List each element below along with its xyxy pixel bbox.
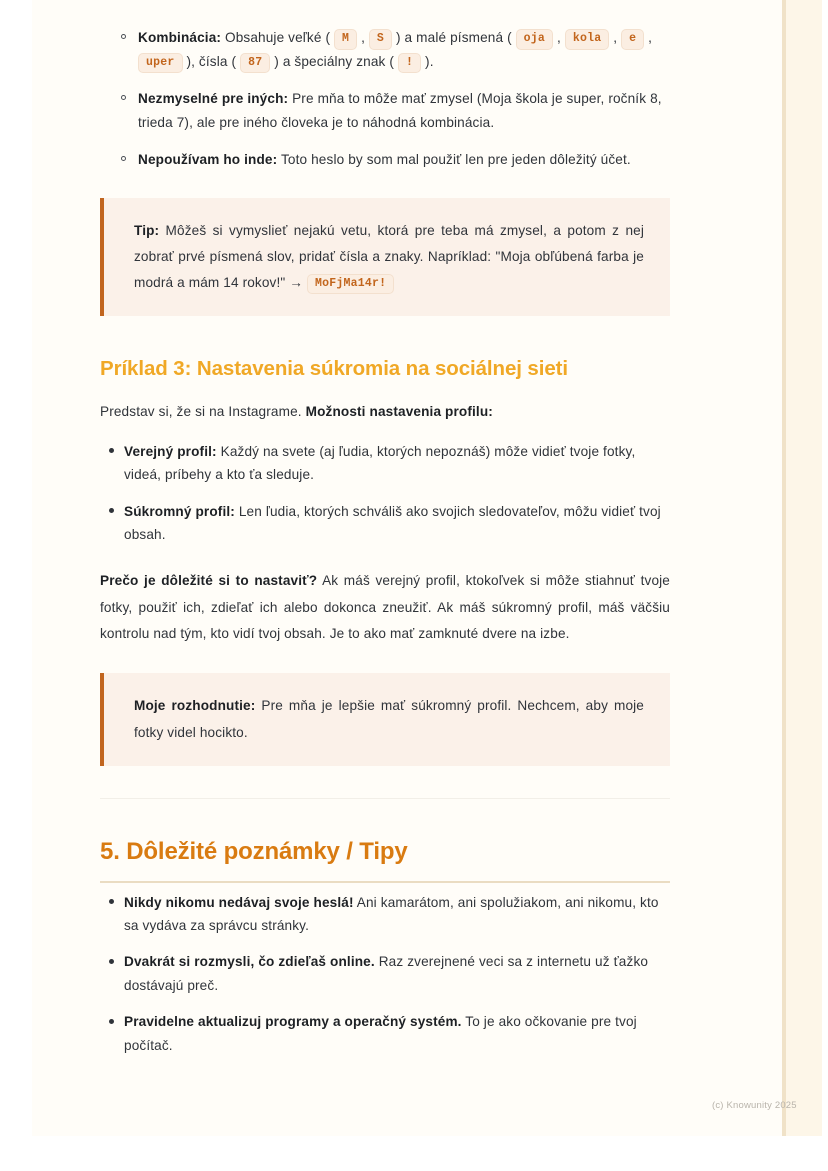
tip-callout-label: Tip:	[134, 222, 160, 238]
list-item-text: Raz zverejnené veci sa z internetu už ťažko dostávajú preč.	[124, 954, 649, 993]
list-item-text: Ani kamarátom, ani spolužiakom, ani nikomu, kto sa vydáva za správcu stránky.	[124, 894, 659, 933]
list-item-text: Len ľudia, ktorých schváliš ako svojich sledovateľov, môžu vidieť tvoj obsah.	[124, 503, 661, 542]
code-chip-password-example: MoFjMa14r!	[307, 274, 394, 295]
tip-callout-body: Môžeš si vymyslieť nejakú vetu, ktorá pre teba má zmysel, a potom z nej zobrať prvé písmená slov, pridať čísla a znaky. Napríklad: "Moja obľúbená farba je modrá a mám 14 rokov!"	[134, 222, 644, 290]
list-item-term: Nepoužívam ho inde:	[138, 152, 278, 168]
list-item-term: Kombinácia:	[138, 30, 222, 45]
page-heading-section5: 5. Dôležité poznámky / Tipy	[100, 837, 670, 883]
list-item-text: Každý na svete (aj ľudia, ktorých nepoznáš) môže vidieť tvoje fotky, videá, príbehy a kto ťa sleduje.	[124, 443, 636, 483]
list-item	[138, 148, 670, 171]
list-item-text: Obsahuje veľké (	[221, 30, 335, 45]
list-item-text: ,	[609, 30, 622, 45]
code-chip: !	[398, 53, 421, 74]
list-item-text: ,	[644, 30, 653, 45]
page-right-margin-strip	[782, 0, 822, 1136]
tip-callout-text	[134, 218, 644, 296]
decision-callout-text	[134, 693, 644, 745]
list-item-text: ) a malé písmená (	[392, 30, 516, 45]
list-item-term: Nezmyselné pre iných:	[138, 91, 289, 107]
section-divider	[100, 798, 670, 799]
example3-intro-bold: Možnosti nastavenia profilu:	[305, 404, 493, 420]
why-important-body: Ak máš verejný profil, ktokoľvek si môže stiahnuť tvoje fotky, použiť ich, zdieľať ich alebo dokonca zneužiť. Ak máš súkromný profil, máš väčšiu kontrolu nad tým, kto vidí tvoj obsah. Je to ako mať zamknuté dvere na izbe.	[100, 573, 670, 642]
decision-callout-label: Moje rozhodnutie:	[134, 698, 256, 714]
decision-callout	[100, 673, 670, 765]
arrow-right-icon: →	[289, 274, 304, 290]
example3-intro	[100, 400, 670, 423]
code-chip: oja	[516, 29, 553, 50]
password-criteria-list	[100, 26, 670, 172]
why-important-paragraph	[100, 568, 670, 647]
code-chip: 87	[240, 53, 270, 74]
list-item-text: Toto heslo by som mal použiť len pre jeden dôležitý účet.	[277, 152, 631, 168]
page-subheading-example3: Príklad 3: Nastavenia súkromia na sociálnej sieti	[100, 356, 568, 380]
list-item-text: ), čísla (	[182, 53, 241, 69]
decision-callout-body: Pre mňa je lepšie mať súkromný profil. Nechcem, aby moje fotky videl hocikto.	[134, 698, 644, 740]
code-chip: uper	[138, 53, 183, 74]
list-item	[124, 500, 670, 547]
copyright-footer: (c) Knowunity 2025	[712, 1100, 797, 1111]
list-item	[124, 440, 670, 487]
list-item-term: Pravidelne aktualizuj programy a operačný systém.	[124, 1014, 462, 1030]
code-chip: kola	[565, 29, 610, 50]
list-item	[124, 950, 670, 997]
tip-callout	[100, 198, 670, 316]
code-chip: S	[369, 29, 392, 50]
profile-options-list	[100, 440, 670, 547]
list-item-text: ).	[421, 53, 434, 69]
list-item	[124, 891, 670, 938]
list-item	[138, 87, 670, 134]
list-item-text: ,	[357, 30, 369, 45]
list-item-term: Nikdy nikomu nedávaj svoje heslá!	[124, 894, 354, 910]
list-item-term: Súkromný profil:	[124, 503, 235, 519]
example3-intro-plain: Predstav si, že si na Instagrame.	[100, 404, 306, 420]
list-item-text: To je ako očkovanie pre tvoj počítač.	[124, 1014, 637, 1053]
document-page	[32, 0, 797, 1136]
list-item	[124, 1010, 670, 1057]
list-item-text: ) a špeciálny znak (	[270, 53, 398, 69]
why-important-lead: Prečo je dôležité si to nastaviť?	[100, 573, 318, 589]
document-content	[100, 0, 670, 1070]
list-item-text: ,	[553, 30, 565, 45]
list-item	[138, 26, 670, 73]
tips-list	[100, 891, 670, 1057]
code-chip: e	[621, 29, 644, 50]
list-item-term: Verejný profil:	[124, 443, 217, 459]
list-item-term: Dvakrát si rozmysli, čo zdieľaš online.	[124, 954, 375, 970]
list-item-text: Pre mňa to môže mať zmysel (Moja škola je super, ročník 8, trieda 7), ale pre iného človeka je to náhodná kombinácia.	[138, 91, 662, 130]
spacer	[100, 883, 670, 891]
code-chip: M	[334, 29, 357, 50]
